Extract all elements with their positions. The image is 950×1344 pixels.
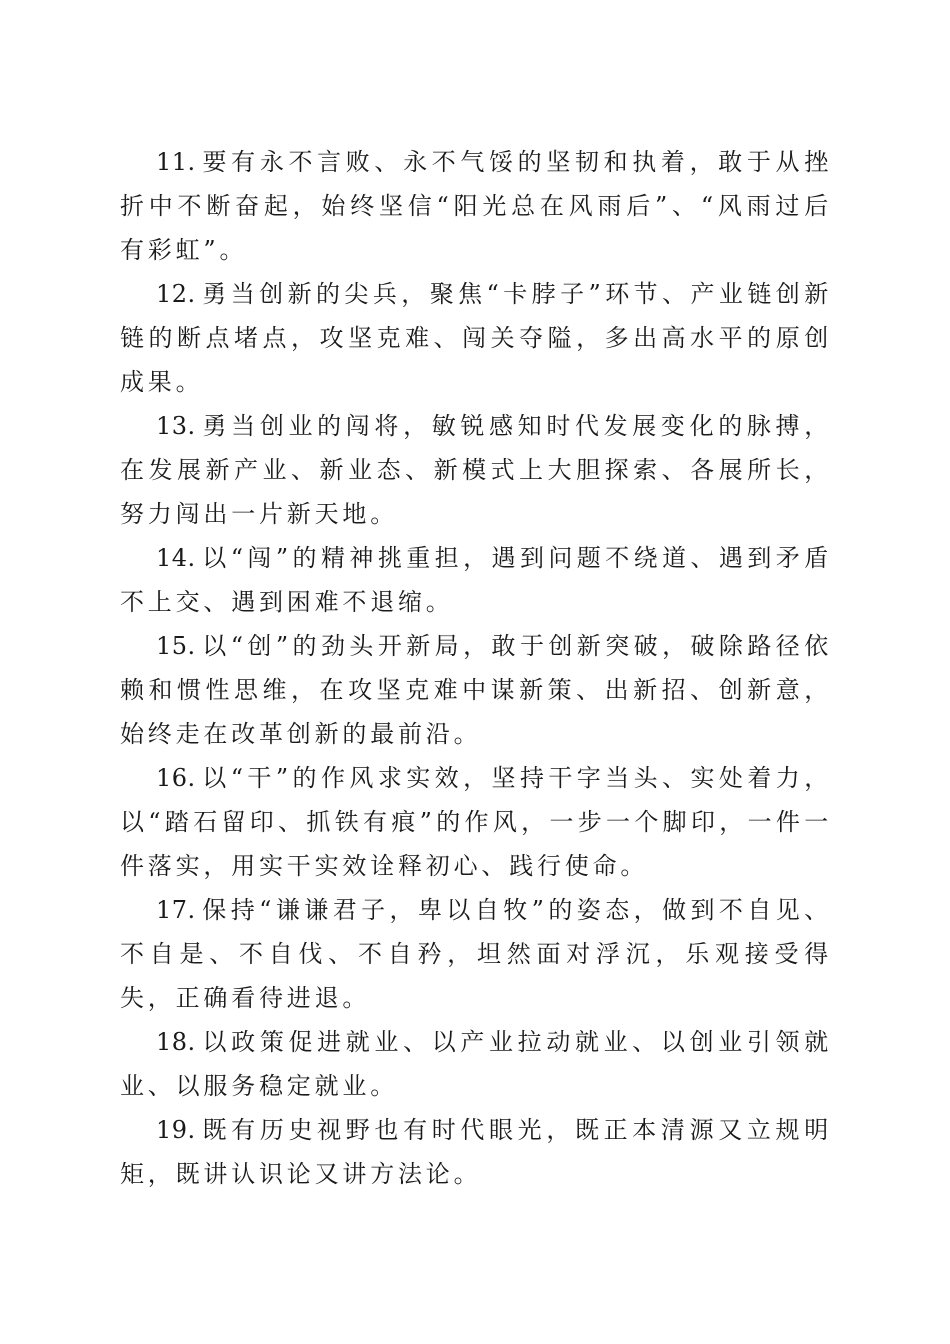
item-text: 以“创”的劲头开新局，敢于创新突破，破除路径依赖和惯性思维，在攻坚克难中谋新策、出新招、创新意，始终走在改革创新的最前沿。	[120, 632, 832, 748]
item-text: 以政策促进就业、以产业拉动就业、以创业引领就业、以服务稳定就业。	[120, 1028, 832, 1100]
item-text: 勇当创业的闯将，敏锐感知时代发展变化的脉搏，在发展新产业、新业态、新模式上大胆探索、各展所长，努力闯出一片新天地。	[120, 412, 832, 528]
item-number: 13.	[156, 412, 196, 440]
item-text: 要有永不言败、永不气馁的坚韧和执着，敢于从挫折中不断奋起，始终坚信“阳光总在风雨后”、“风雨过后有彩虹”。	[120, 148, 832, 264]
item-number: 17.	[156, 896, 196, 924]
list-item	[120, 1108, 832, 1196]
item-number: 19.	[156, 1116, 196, 1144]
item-number: 15.	[156, 632, 196, 660]
item-number: 14.	[156, 544, 196, 572]
item-number: 11.	[156, 148, 196, 176]
list-item	[120, 756, 832, 888]
list-item	[120, 140, 832, 272]
item-text: 勇当创新的尖兵，聚焦“卡脖子”环节、产业链创新链的断点堵点，攻坚克难、闯关夺隘，多出高水平的原创成果。	[120, 280, 832, 396]
item-number: 16.	[156, 764, 196, 792]
item-text: 既有历史视野也有时代眼光，既正本清源又立规明矩，既讲认识论又讲方法论。	[120, 1116, 832, 1188]
item-number: 18.	[156, 1028, 196, 1056]
list-item	[120, 404, 832, 536]
item-number: 12.	[156, 280, 196, 308]
list-item	[120, 1020, 832, 1108]
item-text: 保持“谦谦君子，卑以自牧”的姿态，做到不自见、不自是、不自伐、不自矜，坦然面对浮沉，乐观接受得失，正确看待进退。	[120, 896, 832, 1012]
list-item	[120, 272, 832, 404]
list-item	[120, 624, 832, 756]
list-item	[120, 536, 832, 624]
item-text: 以“闯”的精神挑重担，遇到问题不绕道、遇到矛盾不上交、遇到困难不退缩。	[120, 544, 832, 616]
item-text: 以“干”的作风求实效，坚持干字当头、实处着力，以“踏石留印、抓铁有痕”的作风，一步一个脚印，一件一件落实，用实干实效诠释初心、践行使命。	[120, 764, 832, 880]
list-item	[120, 888, 832, 1020]
document-body	[120, 140, 832, 1196]
